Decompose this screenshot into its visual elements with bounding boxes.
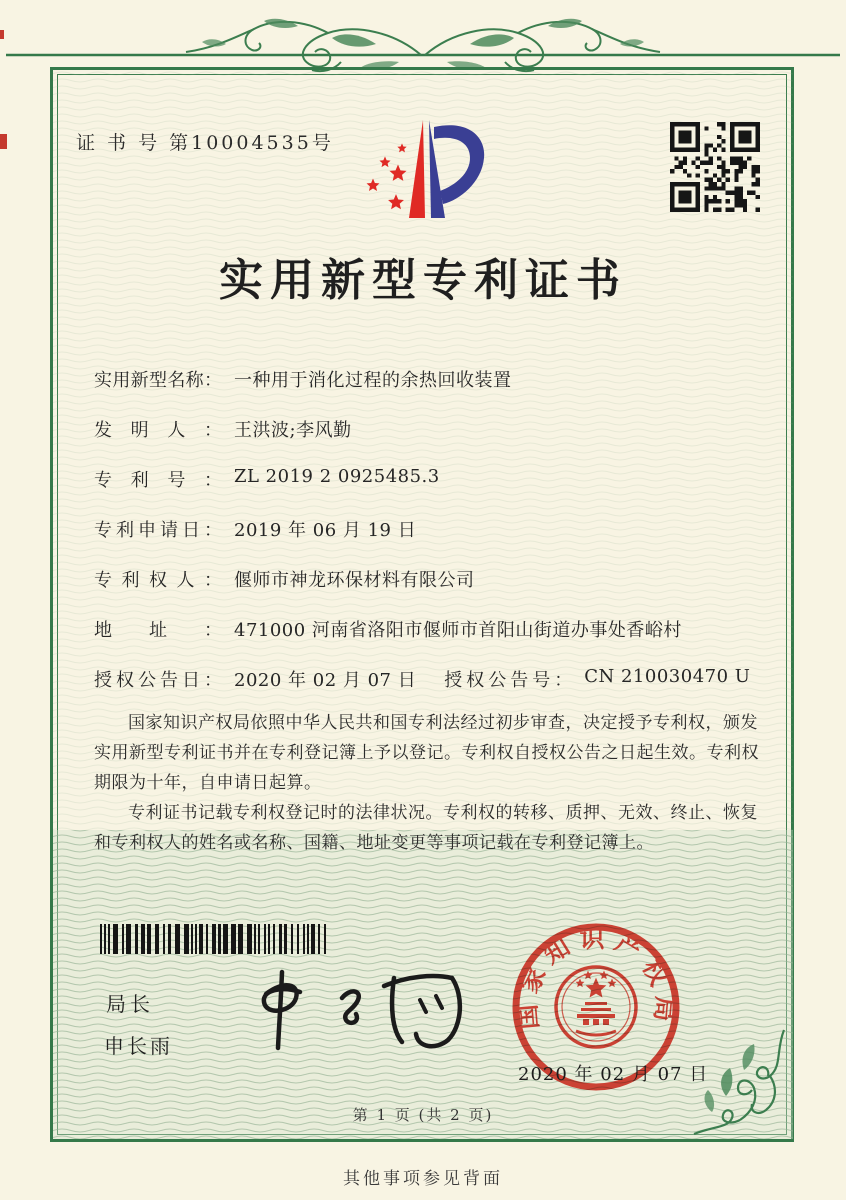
field-row-name [94, 366, 766, 416]
field-label: 专利权人： [94, 570, 222, 591]
barcode [100, 924, 330, 954]
field-label: 专利号： [94, 470, 222, 491]
field-value: 471000 河南省洛阳市偃师市首阳山街道办事处香峪村 [234, 620, 682, 641]
field-row-inventor [94, 416, 766, 466]
field-label: 发明人： [94, 420, 222, 441]
body-paragraph-1: 国家知识产权局依照中华人民共和国专利法经过初步审查，决定授予专利权，颁发实用新型专利证书并在专利登记簿上予以登记。专利权自授权公告之日起生效。专利权期限为十年，自申请日起算。 [94, 713, 759, 793]
national-emblem-icon [556, 967, 636, 1047]
director-title-label: 局长 [106, 992, 154, 1016]
field-value: 2020 年 02 月 07 日 [234, 670, 417, 691]
field-value: 偃师市神龙环保材料有限公司 [234, 570, 475, 591]
certificate-number: 证 书 号 第10004535号 [76, 132, 334, 154]
field-value: 王洪波;李风勤 [234, 420, 352, 441]
back-side-note: 其他事项参见背面 [343, 1169, 503, 1189]
certificate-title: 实用新型专利证书 [219, 255, 627, 306]
field-label: 授权公告日： [94, 670, 222, 691]
field-label: 地址： [94, 620, 222, 641]
seal-ring-text: 国家知识产权局 [511, 924, 681, 1031]
body-paragraph-2: 专利证书记载专利权登记时的法律状况。专利权的转移、质押、无效、终止、恢复和专利权人的姓名或名称、国籍、地址变更等事项记载在专利登记簿上。 [94, 803, 758, 853]
field-label: 专利申请日： [94, 520, 222, 541]
field-value: 2019 年 06 月 19 日 [234, 520, 417, 541]
field-row-filing-date [94, 516, 766, 566]
legal-text [94, 708, 766, 858]
field-row-patent-no [94, 466, 766, 516]
field-row-patentee [94, 566, 766, 616]
field-label: 实用新型名称： [94, 370, 222, 391]
field-value: ZL 2019 2 0925485.3 [234, 466, 440, 487]
qr-code [670, 122, 760, 212]
seal-date: 2020 年 02 月 07 日 [518, 1064, 709, 1085]
director-name: 申长雨 [104, 1034, 173, 1058]
cnipa-logo-icon [344, 106, 520, 238]
certificate-fields [94, 366, 766, 716]
field-value: CN 210030470 U [584, 666, 751, 687]
director-signature-autograph [238, 964, 488, 1069]
registration-mark [0, 134, 7, 149]
field-row-address [94, 616, 766, 666]
page-number: 第 1 页 (共 2 页) [352, 1106, 494, 1124]
field-label: 授权公告号： [444, 670, 573, 691]
field-value: 一种用于消化过程的余热回收装置 [234, 370, 512, 391]
